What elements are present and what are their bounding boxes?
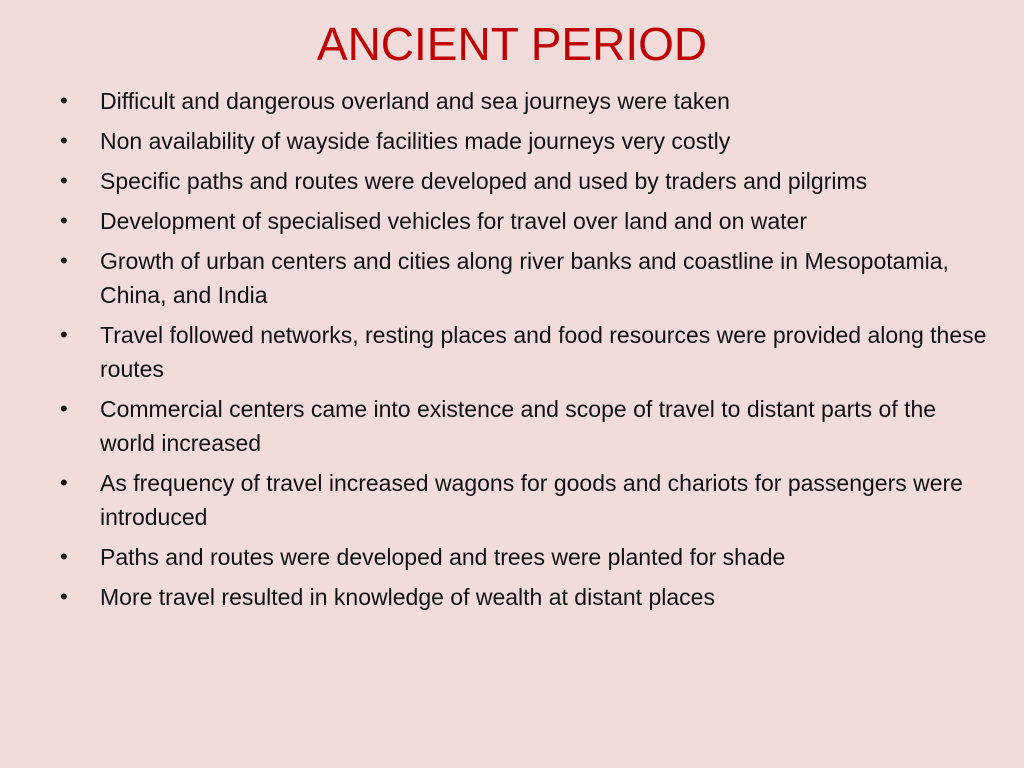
bullet-item xyxy=(58,392,988,460)
bullet-item xyxy=(58,124,988,158)
bullet-icon: • xyxy=(60,396,68,421)
bullet-icon: • xyxy=(60,208,68,233)
bullet-item xyxy=(58,204,988,238)
bullet-item xyxy=(58,580,988,614)
bullet-text: Specific paths and routes were developed and used by traders and pilgrims xyxy=(100,168,868,194)
bullet-item xyxy=(58,84,988,118)
bullet-item xyxy=(58,244,988,312)
bullet-item xyxy=(58,318,988,386)
slide-title: ANCIENT PERIOD xyxy=(316,18,708,70)
bullet-text: More travel resulted in knowledge of wealth at distant places xyxy=(100,584,715,610)
bullet-icon: • xyxy=(60,168,68,193)
bullet-text: Difficult and dangerous overland and sea journeys were taken xyxy=(100,88,730,114)
bullet-icon: • xyxy=(60,544,68,569)
bullet-item xyxy=(58,540,988,574)
bullet-item xyxy=(58,466,988,534)
bullet-text: Non availability of wayside facilities made journeys very costly xyxy=(100,128,731,154)
bullet-text: Paths and routes were developed and trees were planted for shade xyxy=(100,544,786,570)
bullet-icon: • xyxy=(60,128,68,153)
bullet-text: Development of specialised vehicles for travel over land and on water xyxy=(100,208,807,234)
bullet-text: Commercial centers came into existence and scope of travel to distant parts of the world increased xyxy=(100,396,937,456)
bullet-icon: • xyxy=(60,584,68,609)
bullet-text: Growth of urban centers and cities along river banks and coastline in Mesopotamia, China, and India xyxy=(100,248,949,308)
bullet-item xyxy=(58,164,988,198)
bullet-text: As frequency of travel increased wagons for goods and chariots for passengers were introduced xyxy=(100,470,963,530)
bullet-icon: • xyxy=(60,322,68,347)
bullet-text: Travel followed networks, resting places and food resources were provided along these routes xyxy=(100,322,987,382)
bullet-icon: • xyxy=(60,248,68,273)
bullet-icon: • xyxy=(60,470,68,495)
bullet-list xyxy=(58,84,988,620)
bullet-icon: • xyxy=(60,88,68,113)
